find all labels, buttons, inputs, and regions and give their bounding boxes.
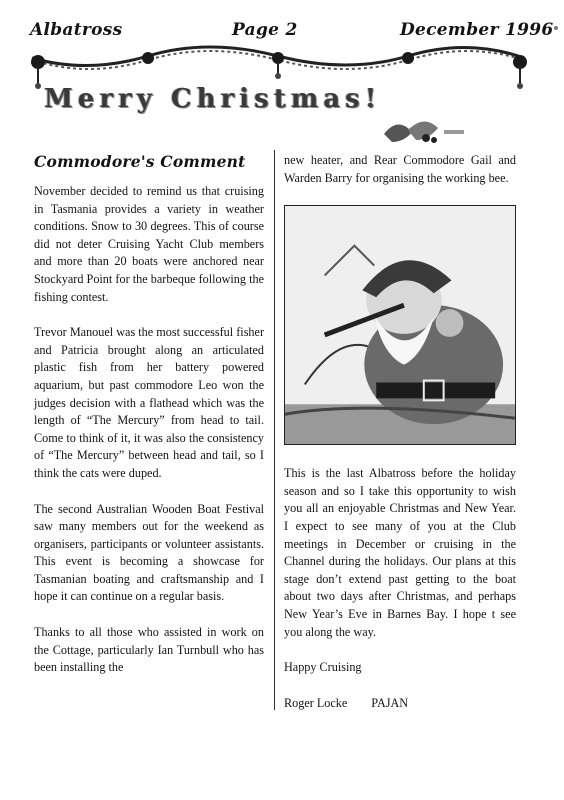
right-column (284, 152, 516, 712)
paragraph-boat-festival: The second Australian Wooden Boat Festival saw many members out for the weekend as organisers, participants or volunteer assistants. This event is becoming a showcase for Tasmanian boating and craftsmanship and I hope it can continue on a regular basis. (34, 501, 264, 604)
paragraph-cottage: Thanks to all those who assisted in work on the Cottage, particularly Ian Turnbull who has been installing the (34, 625, 264, 675)
author-name: Roger Locke (284, 695, 348, 710)
article-title: Commodore's Comment (34, 152, 246, 171)
paragraph-weather: November decided to remind us that cruising in Tasmania provides a variety in weather conditions. Snow to 30 degrees. This of course did not deter Cruising Yacht Club members and more than 20 boats were anchored near Stockyard Point for the barbeque following the fishing contest. (34, 184, 264, 304)
paragraph-fishing: Trevor Manouel was the most successful fisher and Patricia brought along an articulated plastic fish from her battery powered aquarium, but past commodore Leo won the judges decision with a flathead which was the length of “The Mercury” from head to tail. Come to think of it, it was also the consistency of “The Mercury” between head and tail, so I think the cats were duped. (34, 325, 264, 480)
paragraph-holiday: This is the last Albatross before the holiday season and so I take this opportunity to wish you all an enjoyable Christmas and New Year. I expect to see many of you at the Club meetings in December or cruising in the Channel during the holidays. Our plans at this stage don’t extend past getting to the boat about two days after Christmas, and perhaps New Year’s Eve in Barnes Bay. I hope t see you along the way. (284, 466, 516, 639)
page-number: Page 2 (232, 20, 298, 40)
merry-christmas-banner: Merry Christmas! (44, 84, 382, 114)
signature-row (284, 695, 516, 713)
scan-dot (554, 26, 558, 30)
publication-title: Albatross (30, 20, 123, 40)
santa-claus-illustration (285, 206, 515, 444)
santa-illustration (284, 205, 516, 445)
left-column (34, 152, 264, 695)
paragraph-continuation: new heater, and Rear Commodore Gail and Warden Barry for organising the working bee. (284, 153, 516, 185)
issue-date: December 1996 (400, 20, 554, 40)
author-boat: PAJAN (371, 695, 409, 710)
column-divider (274, 150, 275, 710)
holly-ornament-icon (378, 112, 470, 148)
signoff: Happy Cruising (284, 660, 362, 675)
